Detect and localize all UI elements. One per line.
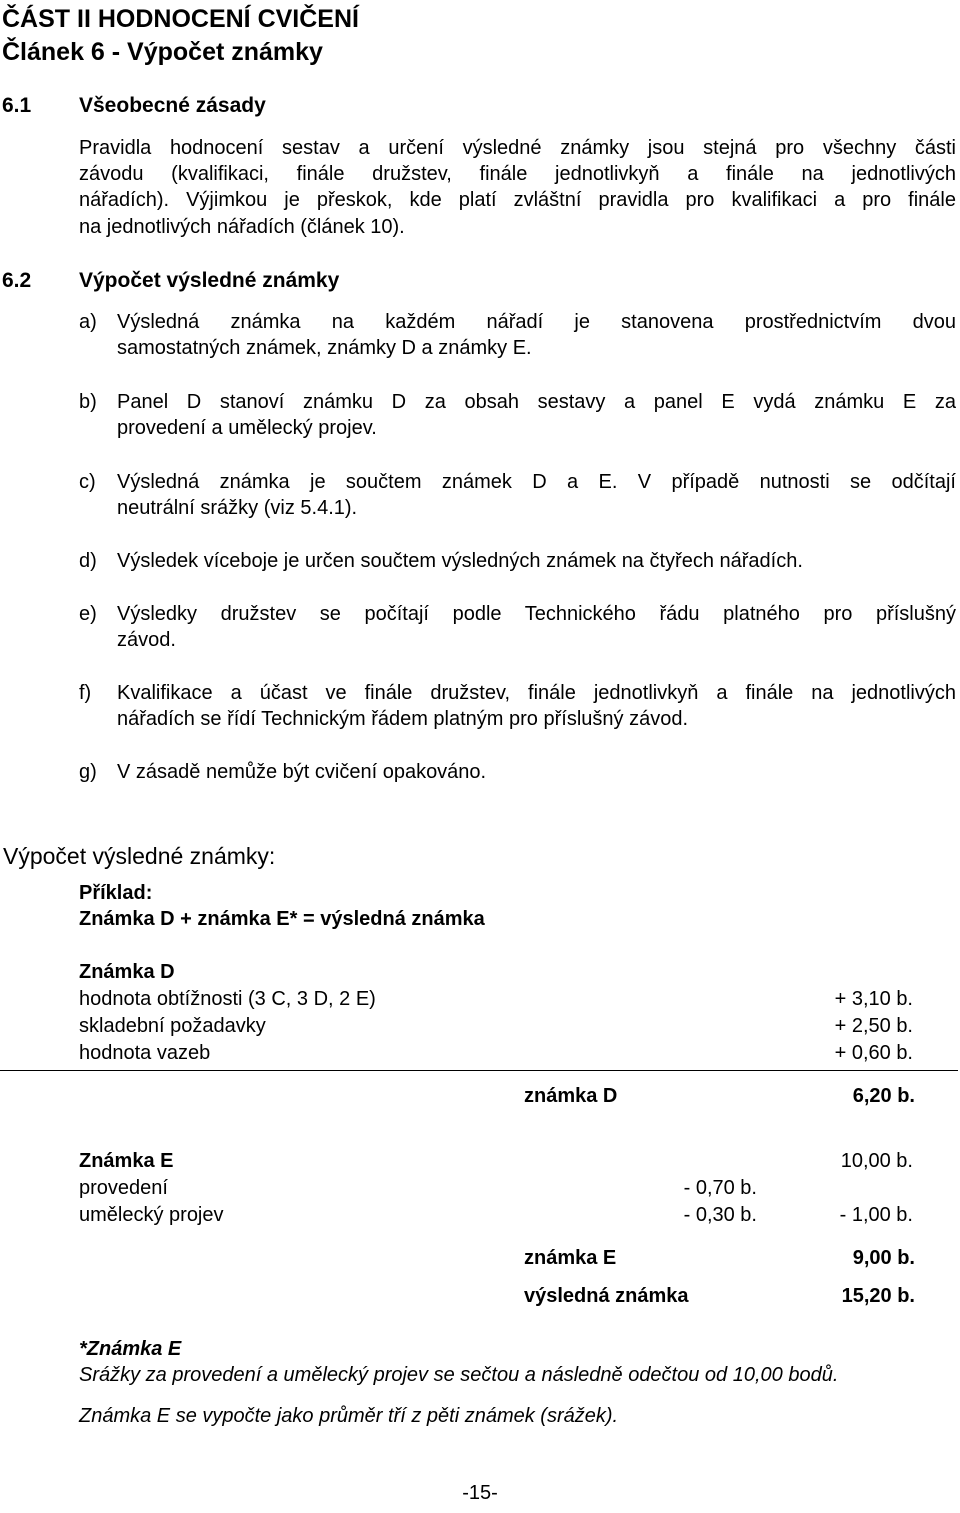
formula: Známka D + známka E* = výsledná známka [79, 908, 485, 930]
e-row-sub-2: - 0,30 b. [683, 1204, 757, 1226]
final-value: 15,20 b. [841, 1285, 915, 1307]
item-label-d: d) [79, 550, 97, 572]
d-row-label-2: skladební požadavky [79, 1015, 266, 1037]
s61-line-2: závodu (kvalifikaci, finále družstev, finále jednotlivkyň a finále na jednotlivých [79, 163, 956, 185]
d-total-label: známka D [524, 1085, 618, 1107]
d-row-value-3: + 0,60 b. [834, 1042, 913, 1064]
item-label-b: b) [79, 391, 97, 413]
section-6-1-title: Všeobecné zásady [79, 94, 266, 117]
e-row-sub-1: - 0,70 b. [683, 1177, 757, 1199]
item-label-f: f) [79, 682, 92, 704]
item-label-a: a) [79, 311, 97, 333]
d-row-label-3: hodnota vazeb [79, 1042, 211, 1064]
d-row-value-2: + 2,50 b. [834, 1015, 913, 1037]
score-e-title: Známka E [79, 1150, 174, 1172]
item-label-c: c) [79, 471, 96, 493]
item-c-line-2: neutrální srážky (viz 5.4.1). [117, 497, 358, 519]
item-b-line-1: Panel D stanoví známku D za obsah sestavy a panel E vydá známku E za [117, 391, 956, 413]
example-label: Příklad: [79, 882, 153, 904]
item-d-line-1: Výsledek víceboje je určen součtem výsledných známek na čtyřech nářadích. [117, 550, 803, 572]
item-b-line-2: provedení a umělecký projev. [117, 417, 377, 439]
calc-heading: Výpočet výsledné známky: [3, 843, 276, 869]
e-total-value: 9,00 b. [852, 1247, 915, 1269]
article-heading: Článek 6 - Výpočet známky [2, 38, 323, 66]
e-row-value-2: - 1,00 b. [839, 1204, 913, 1226]
e-base-value: 10,00 b. [840, 1150, 913, 1172]
note-line-2: Známka E se vypočte jako průměr tří z pěti známek (srážek). [79, 1405, 619, 1427]
s61-line-1: Pravidla hodnocení sestav a určení výsledné známky jsou stejná pro všechny části [79, 137, 956, 159]
item-label-e: e) [79, 603, 97, 625]
item-c-line-1: Výsledná známka je součtem známek D a E. V případě nutnosti se odčítají [117, 471, 956, 493]
s61-line-3: nářadích). Výjimkou je přeskok, kde platí zvláštní pravidla pro kvalifikaci a pro finále [79, 189, 956, 211]
part-heading: ČÁST II HODNOCENÍ CVIČENÍ [2, 5, 359, 33]
e-row-label-2: umělecký projev [79, 1204, 224, 1226]
section-6-1-number: 6.1 [2, 94, 32, 117]
d-total-value: 6,20 b. [852, 1085, 915, 1107]
item-a-line-1: Výsledná známka na každém nářadí je stanovena prostřednictvím dvou [117, 311, 956, 333]
final-label: výsledná známka [524, 1285, 689, 1307]
item-f-line-1: Kvalifikace a účast ve finále družstev, finále jednotlivkyň a finále na jednotlivých [117, 682, 956, 704]
score-d-title: Známka D [79, 961, 175, 983]
section-6-2-title: Výpočet výsledné známky [79, 269, 340, 292]
item-f-line-2: nářadích se řídí Technickým řádem platným pro příslušný závod. [117, 708, 688, 730]
section-6-2-number: 6.2 [2, 269, 32, 292]
s61-line-4: na jednotlivých nářadích (článek 10). [79, 216, 405, 238]
item-e-line-1: Výsledky družstev se počítají podle Technického řádu platného pro příslušný [117, 603, 956, 625]
divider-line [0, 1070, 958, 1071]
note-title: *Známka E [79, 1338, 182, 1360]
e-row-label-1: provedení [79, 1177, 168, 1199]
item-e-line-2: závod. [117, 629, 176, 651]
item-g-line-1: V zásadě nemůže být cvičení opakováno. [117, 761, 487, 783]
item-a-line-2: samostatných známek, známky D a známky E. [117, 337, 532, 359]
d-row-label-1: hodnota obtížnosti (3 C, 3 D, 2 E) [79, 988, 376, 1010]
d-row-value-1: + 3,10 b. [834, 988, 913, 1010]
item-label-g: g) [79, 761, 97, 783]
note-line-1: Srážky za provedení a umělecký projev se sečtou a následně odečtou od 10,00 bodů. [79, 1364, 839, 1386]
page-number: -15- [462, 1482, 498, 1504]
e-total-label: známka E [524, 1247, 617, 1269]
